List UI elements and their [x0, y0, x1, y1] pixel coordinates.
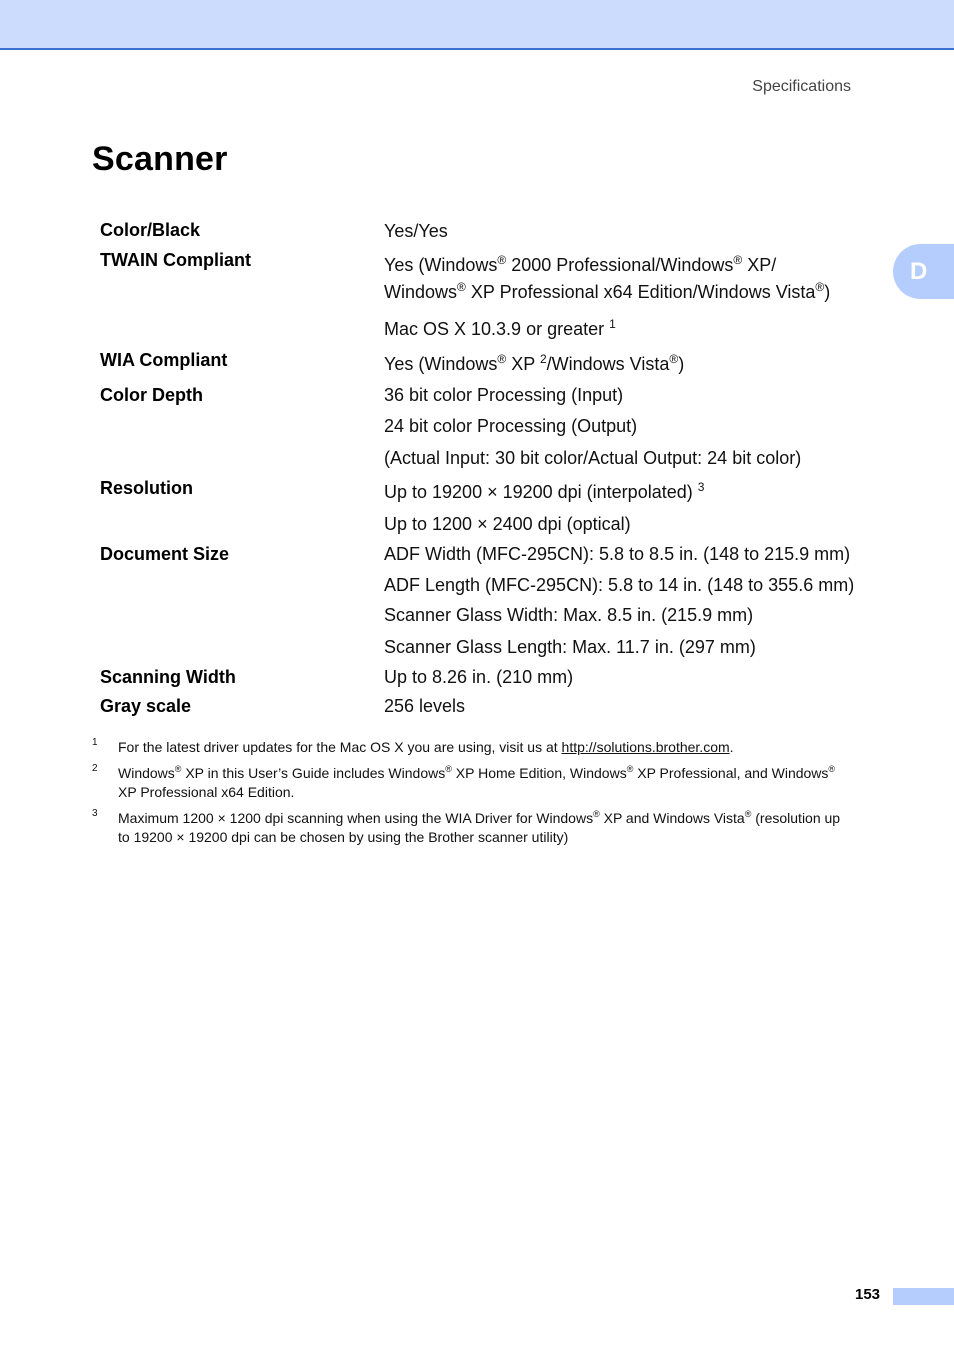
spec-value: Yes (Windows® XP $^2$/Windows Vista®) — [384, 352, 685, 374]
footnote-ref-3: 3 — [697, 480, 705, 494]
spec-value: ADF Length (MFC-295CN): 5.8 to 14 in. (148 to 355.6 mm) — [384, 575, 855, 595]
spec-value-twain-line2: Windows® XP Professional x64 Edition/Windows Vista®) — [384, 280, 831, 302]
header-section-label: Specifications — [752, 78, 851, 95]
footnote-number: 1 — [92, 737, 98, 748]
spec-label: Color/Black — [100, 220, 201, 240]
page-title: Scanner — [92, 140, 228, 178]
footnote-ref-2: 2 — [539, 352, 547, 366]
spec-label: WIA Compliant — [100, 350, 228, 370]
footnote-text: Maximum 1200 × 1200 dpi scanning when using the WIA Driver for Windows® XP and Windows Vista® (resolution up to 19200 × 19200 dpi can be chosen by using the Brother scanner utility) — [118, 809, 841, 845]
solutions-link[interactable]: http://solutions.brother.com — [561, 739, 730, 755]
spec-value: Up to 8.26 in. (210 mm) — [384, 667, 574, 687]
top-banner — [0, 0, 954, 50]
spec-value-twain-line1: Yes (Windows® 2000 Professional/Windows® XP/ — [384, 253, 777, 275]
footnote-text: Windows® XP in this User’s Guide includes Windows® XP Home Edition, Windows® XP Professional, and Windows® XP Professional x64 Edition. — [118, 764, 836, 800]
footnote-number: 3 — [92, 808, 98, 819]
spec-value: 24 bit color Processing (Output) — [384, 416, 638, 436]
spec-value: 36 bit color Processing (Input) — [384, 385, 624, 405]
spec-value: (Actual Input: 30 bit color/Actual Output: 24 bit color) — [384, 448, 802, 468]
chapter-tab-letter: D — [910, 257, 928, 285]
spec-label: Scanning Width — [100, 667, 236, 687]
page-number: 153 — [855, 1286, 881, 1303]
spec-value: 256 levels — [384, 696, 466, 716]
spec-value: Scanner Glass Length: Max. 11.7 in. (297 mm) — [384, 637, 756, 657]
spec-value: Up to 19200 × 19200 dpi (interpolated) $^3$ — [384, 480, 705, 502]
spec-value: ADF Width (MFC-295CN): 5.8 to 8.5 in. (148 to 215.9 mm) — [384, 544, 851, 564]
footnote-ref-1: 1 — [609, 317, 616, 331]
spec-label: Resolution — [100, 478, 193, 498]
footnote-text: For the latest driver updates for the Mac OS X you are using, visit us at http://solutions.brother.com. — [118, 739, 734, 755]
spec-value: Up to 1200 × 2400 dpi (optical) — [384, 514, 631, 534]
spec-label: Document Size — [100, 544, 230, 564]
spec-label: TWAIN Compliant — [100, 250, 251, 270]
spec-value-twain-line3: Mac OS X 10.3.9 or greater $^1$ — [384, 317, 616, 339]
chapter-tab — [893, 244, 954, 299]
spec-value: Scanner Glass Width: Max. 8.5 in. (215.9 mm) — [384, 605, 754, 625]
spec-label: Color Depth — [100, 385, 203, 405]
footnote-number: 2 — [92, 763, 98, 774]
page-number-tab — [893, 1288, 954, 1305]
spec-label: Gray scale — [100, 696, 192, 716]
spec-value: Yes/Yes — [384, 221, 448, 241]
